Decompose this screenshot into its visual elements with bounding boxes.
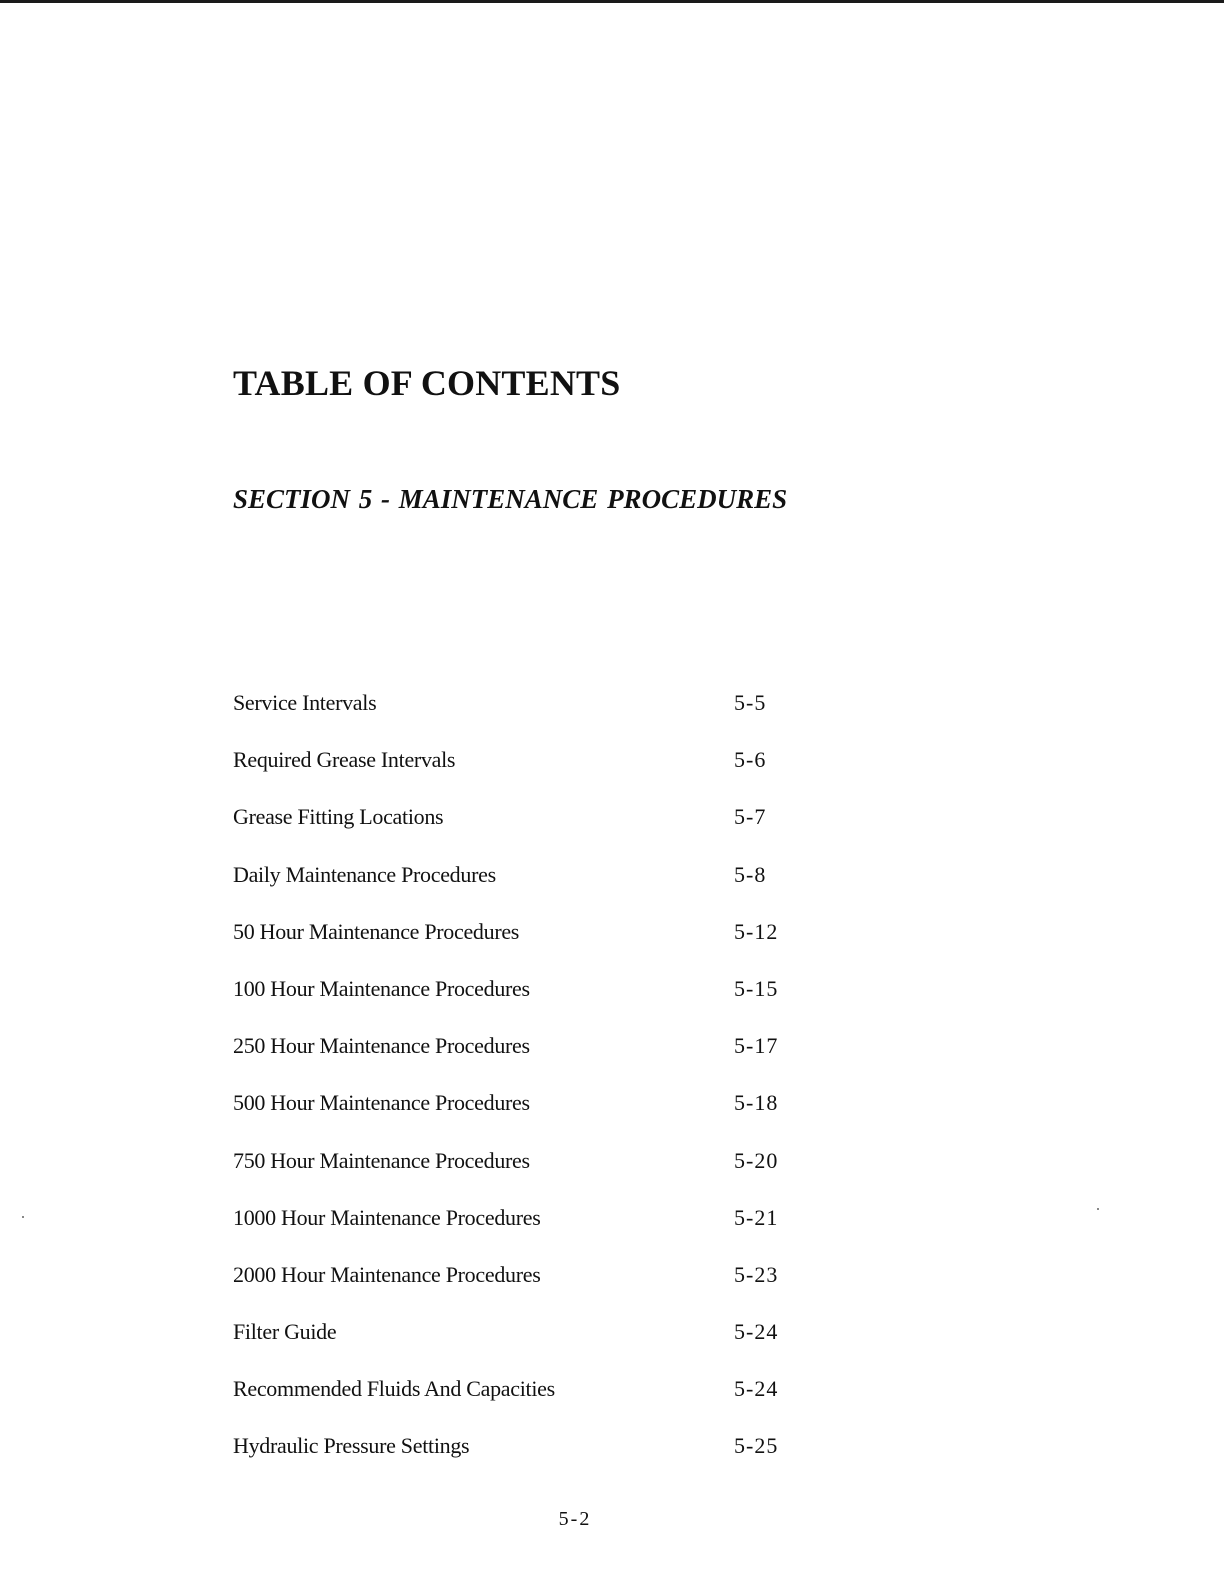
toc-entry-page: 5-24 [734,1376,779,1402]
toc-entry-label: Service Intervals [233,690,377,715]
toc-entry[interactable] [233,915,853,972]
toc-entry-label: Required Grease Intervals [233,747,456,773]
toc-entry-page: 5-23 [734,1261,779,1287]
toc-entry-label: 100 Hour Maintenance Procedures [233,975,530,1001]
toc-entry-page: 5-20 [734,1147,779,1173]
toc-entry-page: 5-21 [734,1204,779,1230]
toc-entry-label: Daily Maintenance Procedures [233,861,496,887]
toc-entry[interactable] [233,1429,853,1486]
toc-entry[interactable] [233,1258,853,1315]
toc-entry-page: 5-6 [734,747,767,773]
toc-entry[interactable] [233,1029,853,1086]
toc-entry[interactable] [233,1086,853,1143]
toc-entry-page: 5-17 [734,1033,779,1059]
toc-entry-label: 500 Hour Maintenance Procedures [233,1090,530,1116]
toc-entry-page: 5-7 [734,804,767,830]
toc-entry[interactable] [233,1315,853,1372]
toc-entry-label: Grease Fitting Locations [233,804,444,830]
toc-entry[interactable] [233,686,853,743]
toc-entry[interactable] [233,1372,853,1429]
toc-entry[interactable] [233,858,853,915]
toc-entry-page: 5-25 [734,1433,779,1459]
toc-entry-label: Recommended Fluids And Capacities [233,1376,555,1402]
page-title: TABLE OF CONTENTS [233,363,621,403]
toc-entry[interactable] [233,1144,853,1201]
toc-entry-label: 2000 Hour Maintenance Procedures [233,1261,541,1287]
scan-speck [1097,1208,1099,1210]
footer-page-number: 5-2 [558,1508,592,1530]
toc-entry-label: 50 Hour Maintenance Procedures [233,918,520,944]
toc-entry[interactable] [233,800,853,857]
toc-entry-label: 750 Hour Maintenance Procedures [233,1147,530,1173]
toc-entry-label: 250 Hour Maintenance Procedures [233,1033,530,1059]
toc-entry-label: Filter Guide [233,1319,337,1345]
toc-entry-page: 5-18 [734,1090,779,1116]
toc-entry-page: 5-15 [734,975,779,1001]
toc-entry-page: 5-24 [734,1319,779,1345]
toc-entry[interactable] [233,743,853,800]
section-heading: SECTION 5 - MAINTENANCE PROCEDURES [233,484,788,514]
toc-entry[interactable] [233,972,853,1029]
toc-entry-label: 1000 Hour Maintenance Procedures [233,1204,541,1230]
toc-entry[interactable] [233,1201,853,1258]
toc-list [233,686,853,1487]
scan-speck [22,1216,24,1218]
toc-entry-page: 5-8 [734,861,767,887]
toc-entry-page: 5-5 [734,690,767,715]
toc-entry-label: Hydraulic Pressure Settings [233,1433,470,1459]
top-border-rule [0,0,1224,3]
toc-entry-page: 5-12 [734,918,779,944]
